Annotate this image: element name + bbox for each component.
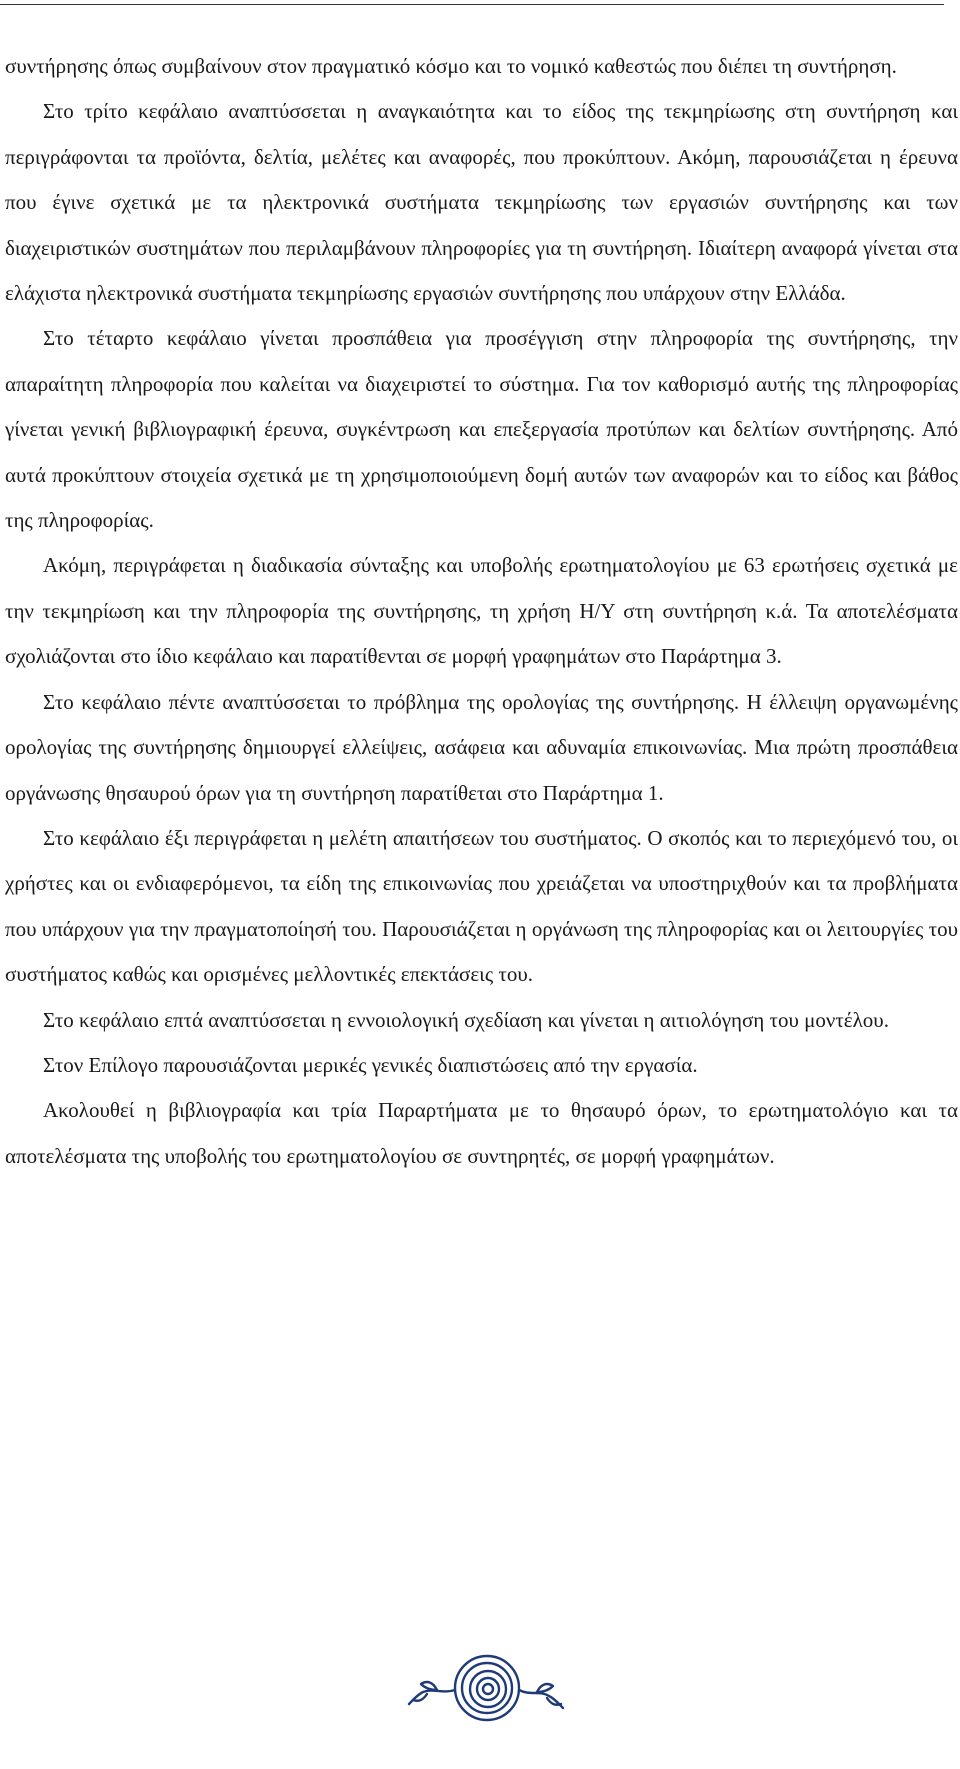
paragraph-6: Στο κεφάλαιο έξι περιγράφεται η μελέτη απαιτήσεων του συστήματος. Ο σκοπός και το περιεχόμενό του, οι χρήστες και οι ενδιαφερόμενοι, τα είδη της επικοινωνίας που χρειάζεται να υποστηριχθούν και τα προβλήματα που υπάρχουν για την πραγματοποίησή του. Παρουσιάζεται η οργάνωση της πληροφορίας και οι λειτουργίες του συστήματος καθώς και ορισμένες μελλοντικές επεκτάσεις του. [5, 825, 958, 987]
paragraph-7: Στο κεφάλαιο επτά αναπτύσσεται η εννοιολογική σχεδίαση και γίνεται η αιτιολόγηση του μοντέλου. [43, 1007, 889, 1032]
document-body [5, 44, 958, 1179]
paragraph-9: Ακολουθεί η βιβλιογραφία και τρία Παραρτήματα με το θησαυρό όρων, το ερωτηματολόγιο και τα αποτελέσματα της υποβολής του ερωτηματολογίου σε συντηρητές, σε μορφή γραφημάτων. [5, 1098, 958, 1168]
paragraph-5: Στο κεφάλαιο πέντε αναπτύσσεται το πρόβλημα της ορολογίας της συντήρησης. Η έλλειψη οργανωμένης ορολογίας της συντήρησης δημιουργεί ελλείψεις, ασάφεια και αδυναμία επικοινωνίας. Μια πρώτη προσπάθεια οργάνωσης θησαυρού όρων για τη συντήρηση παρατίθεται στο Παράρτημα 1. [5, 689, 958, 805]
paragraph-4: Ακόμη, περιγράφεται η διαδικασία σύνταξης και υποβολής ερωτηματολογίου με 63 ερωτήσεις σχετικά με την τεκμηρίωση και την πληροφορία της συντήρησης, τη χρήση Η/Υ στη συντήρηση κ.ά. Τα αποτελέσματα σχολιάζονται στο ίδιο κεφάλαιο και παρατίθενται σε μορφή γραφημάτων στο Παράρτημα 3. [5, 553, 958, 669]
spiral-emblem-icon [397, 1638, 577, 1756]
paragraph-3: Στο τέταρτο κεφάλαιο γίνεται προσπάθεια για προσέγγιση στην πληροφορία της συντήρησης, την απαραίτητη πληροφορία που καλείται να διαχειριστεί το σύστημα. Για τον καθορισμό αυτής της πληροφορίας γίνεται γενική βιβλιογραφική έρευνα, συγκέντρωση και επεξεργασία προτύπων και δελτίων συντήρησης. Από αυτά προκύπτουν στοιχεία σχετικά με τη χρησιμοποιούμενη δομή αυτών των αναφορών και το είδος και βάθος της πληροφορίας. [5, 326, 958, 533]
paragraph-2: Στο τρίτο κεφάλαιο αναπτύσσεται η αναγκαιότητα και το είδος της τεκμηρίωσης στη συντήρηση και περιγράφονται τα προϊόντα, δελτία, μελέτες και αναφορές, που προκύπτουν. Ακόμη, παρουσιάζεται η έρευνα που έγινε σχετικά με τα ηλεκτρονικά συστήματα τεκμηρίωσης των εργασιών συντήρησης και των διαχειριστικών συστημάτων που περιλαμβάνουν πληροφορίες για τη συντήρηση. Ιδιαίτερη αναφορά γίνεται στα ελάχιστα ηλεκτρονικά συστήματα τεκμηρίωσης εργασιών συντήρησης που υπάρχουν στην Ελλάδα. [5, 99, 958, 306]
paragraph-1: συντήρησης όπως συμβαίνουν στον πραγματικό κόσμο και το νομικό καθεστώς που διέπει τη συντήρηση. [5, 54, 897, 78]
top-rule [0, 4, 944, 5]
paragraph-8: Στον Επίλογο παρουσιάζονται μερικές γενικές διαπιστώσεις από την εργασία. [43, 1052, 698, 1077]
